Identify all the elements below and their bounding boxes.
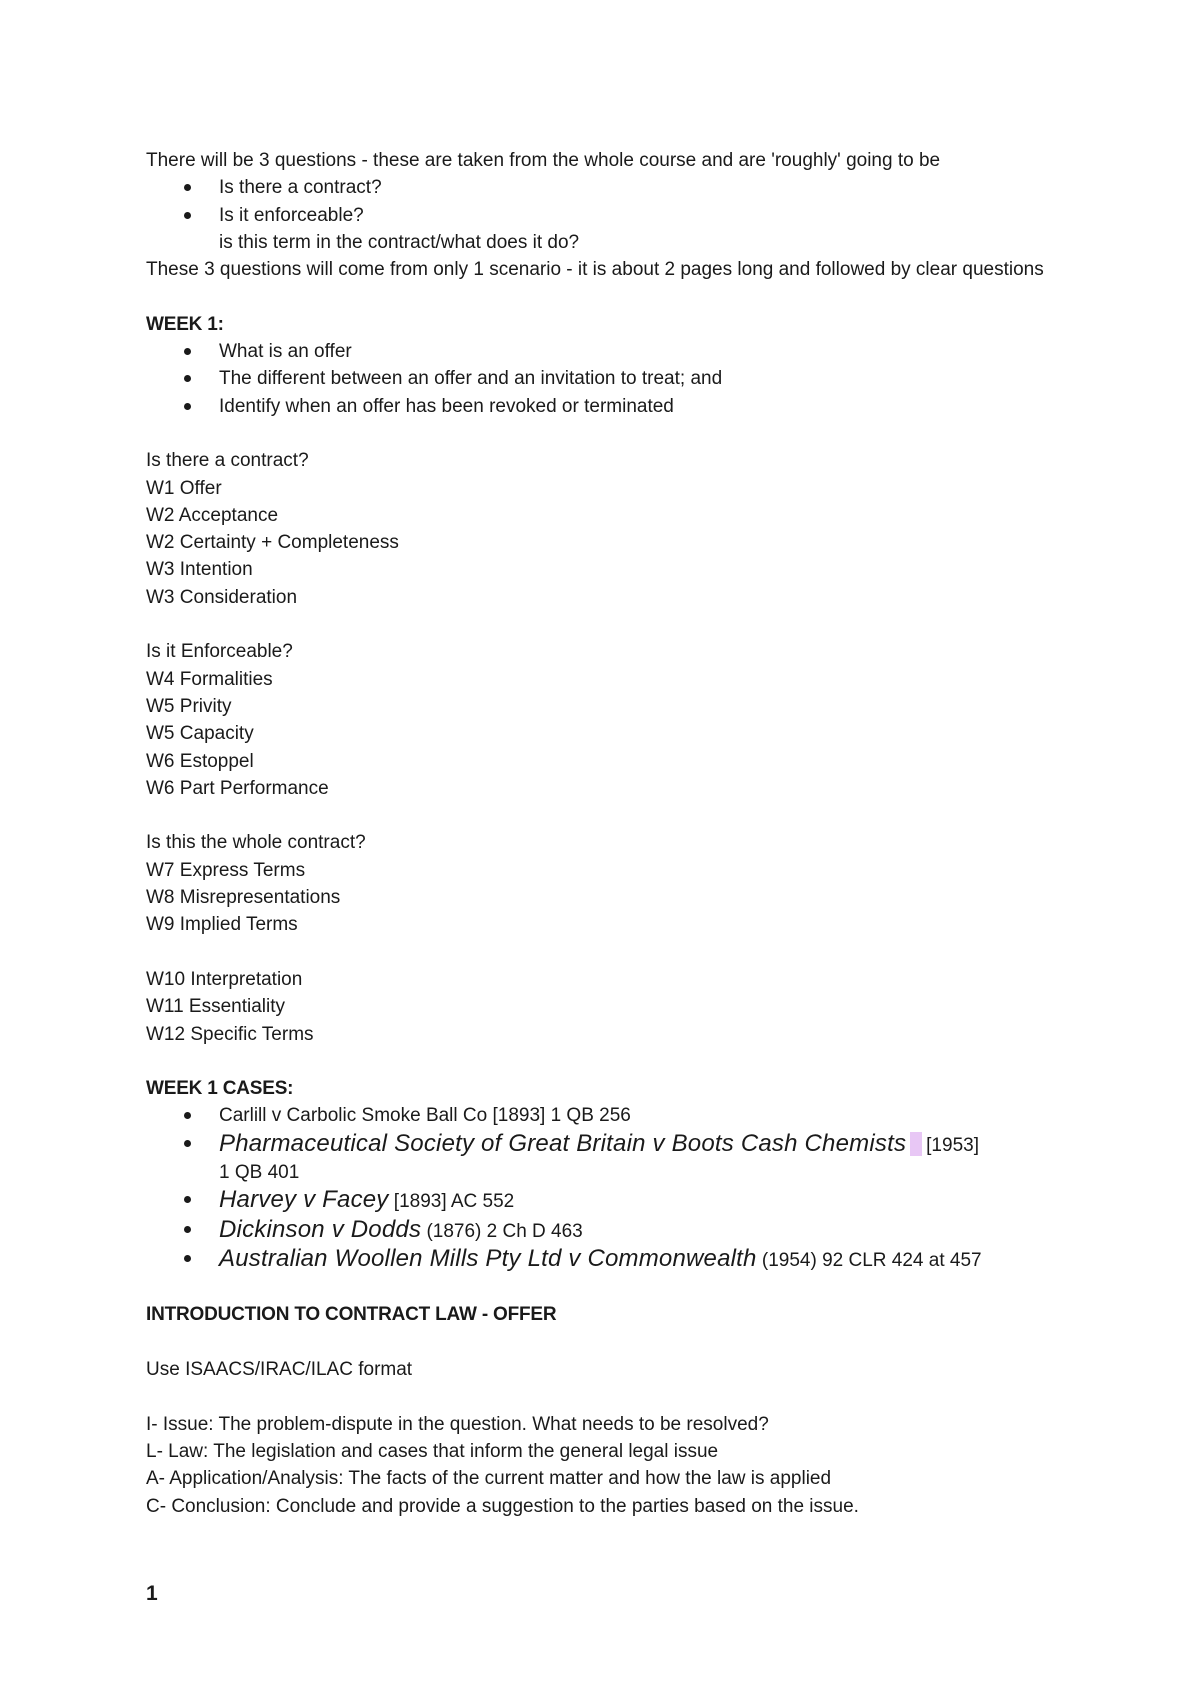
list-item: W4 Formalities <box>146 668 273 690</box>
list-item: W2 Acceptance <box>146 504 279 526</box>
case-item <box>146 1186 1066 1215</box>
case-name: Harvey v Facey <box>219 1186 389 1214</box>
week1-heading: WEEK 1: <box>146 313 224 335</box>
case-citation: [1953] <box>926 1134 979 1156</box>
list-item: W8 Misrepresentations <box>146 887 341 909</box>
spacer <box>146 283 1066 310</box>
section-heading-contract: Is there a contract? <box>146 450 309 472</box>
list-item: Identify when an offer has been revoked or terminated <box>146 393 1066 420</box>
list-item: W11 Essentiality <box>146 996 286 1018</box>
list-item: W1 Offer <box>146 477 222 499</box>
list-item: W3 Consideration <box>146 586 298 608</box>
case-name: Dickinson v Dodds <box>219 1215 422 1243</box>
spacer <box>146 802 1066 829</box>
list-item: W6 Estoppel <box>146 750 254 772</box>
case-item <box>146 1102 1066 1129</box>
list-item: W5 Capacity <box>146 723 254 745</box>
list-item: W6 Part Performance <box>146 777 329 799</box>
list-item: The different between an offer and an invitation to treat; and <box>146 365 1066 392</box>
format-line: Use ISAACS/IRAC/ILAC format <box>146 1359 413 1381</box>
irac-item: I- Issue: The problem-dispute in the question. What needs to be resolved? <box>146 1413 769 1435</box>
intro-paragraph: These 3 questions will come from only 1 scenario - it is about 2 pages long and followed by clear questions <box>146 259 1044 281</box>
spacer <box>146 939 1066 966</box>
list-item: Is there a contract? <box>146 174 1066 201</box>
section-heading-whole-contract: Is this the whole contract? <box>146 832 366 854</box>
spacer <box>146 1383 1066 1410</box>
spacer <box>146 420 1066 447</box>
list-item: is this term in the contract/what does it do? <box>219 231 580 253</box>
case-text: Carlill v Carbolic Smoke Ball Co [1893] 1 QB 256 <box>219 1105 631 1127</box>
spacer <box>146 1274 1066 1301</box>
irac-item: C- Conclusion: Conclude and provide a suggestion to the parties based on the issue. <box>146 1495 859 1517</box>
spacer <box>146 1329 1066 1356</box>
spacer <box>146 611 1066 638</box>
comment-highlight <box>910 1132 922 1156</box>
case-name: Pharmaceutical Society of Great Britain v Boots Cash Chemists <box>219 1129 907 1157</box>
section-heading-enforceable: Is it Enforceable? <box>146 641 293 663</box>
case-item <box>146 1130 1066 1187</box>
cases-bullet-list <box>146 1102 1066 1274</box>
document-body <box>146 147 1066 1520</box>
page-number: 1 <box>146 1582 158 1605</box>
list-item: What is an offer <box>146 338 1066 365</box>
spacer <box>146 1048 1066 1075</box>
list-item: W7 Express Terms <box>146 859 306 881</box>
week1-bullet-list <box>146 338 1066 420</box>
list-item: W3 Intention <box>146 559 253 581</box>
case-citation: (1876) 2 Ch D 463 <box>426 1220 583 1242</box>
case-citation: [1893] AC 552 <box>393 1191 515 1213</box>
irac-item: L- Law: The legislation and cases that inform the general legal issue <box>146 1440 719 1462</box>
list-item: W10 Interpretation <box>146 968 303 990</box>
case-item <box>146 1216 1066 1245</box>
case-citation: 1 QB 401 <box>219 1161 300 1183</box>
list-item: W2 Certainty + Completeness <box>146 532 399 554</box>
list-item: Is it enforceable? <box>146 202 1066 229</box>
case-name: Australian Woollen Mills Pty Ltd v Commonwealth <box>219 1244 757 1272</box>
intro-contract-law-heading: INTRODUCTION TO CONTRACT LAW - OFFER <box>146 1304 557 1326</box>
intro-bullet-list <box>146 174 1066 256</box>
intro-line: There will be 3 questions - these are taken from the whole course and are 'roughly' going to be <box>146 150 941 171</box>
list-item: W12 Specific Terms <box>146 1023 314 1045</box>
list-item: W5 Privity <box>146 695 232 717</box>
case-citation: (1954) 92 CLR 424 at 457 <box>761 1249 982 1271</box>
case-item <box>146 1245 1066 1274</box>
irac-item: A- Application/Analysis: The facts of the current matter and how the law is applied <box>146 1468 832 1490</box>
list-item: W9 Implied Terms <box>146 914 298 936</box>
week1-cases-heading: WEEK 1 CASES: <box>146 1078 294 1100</box>
